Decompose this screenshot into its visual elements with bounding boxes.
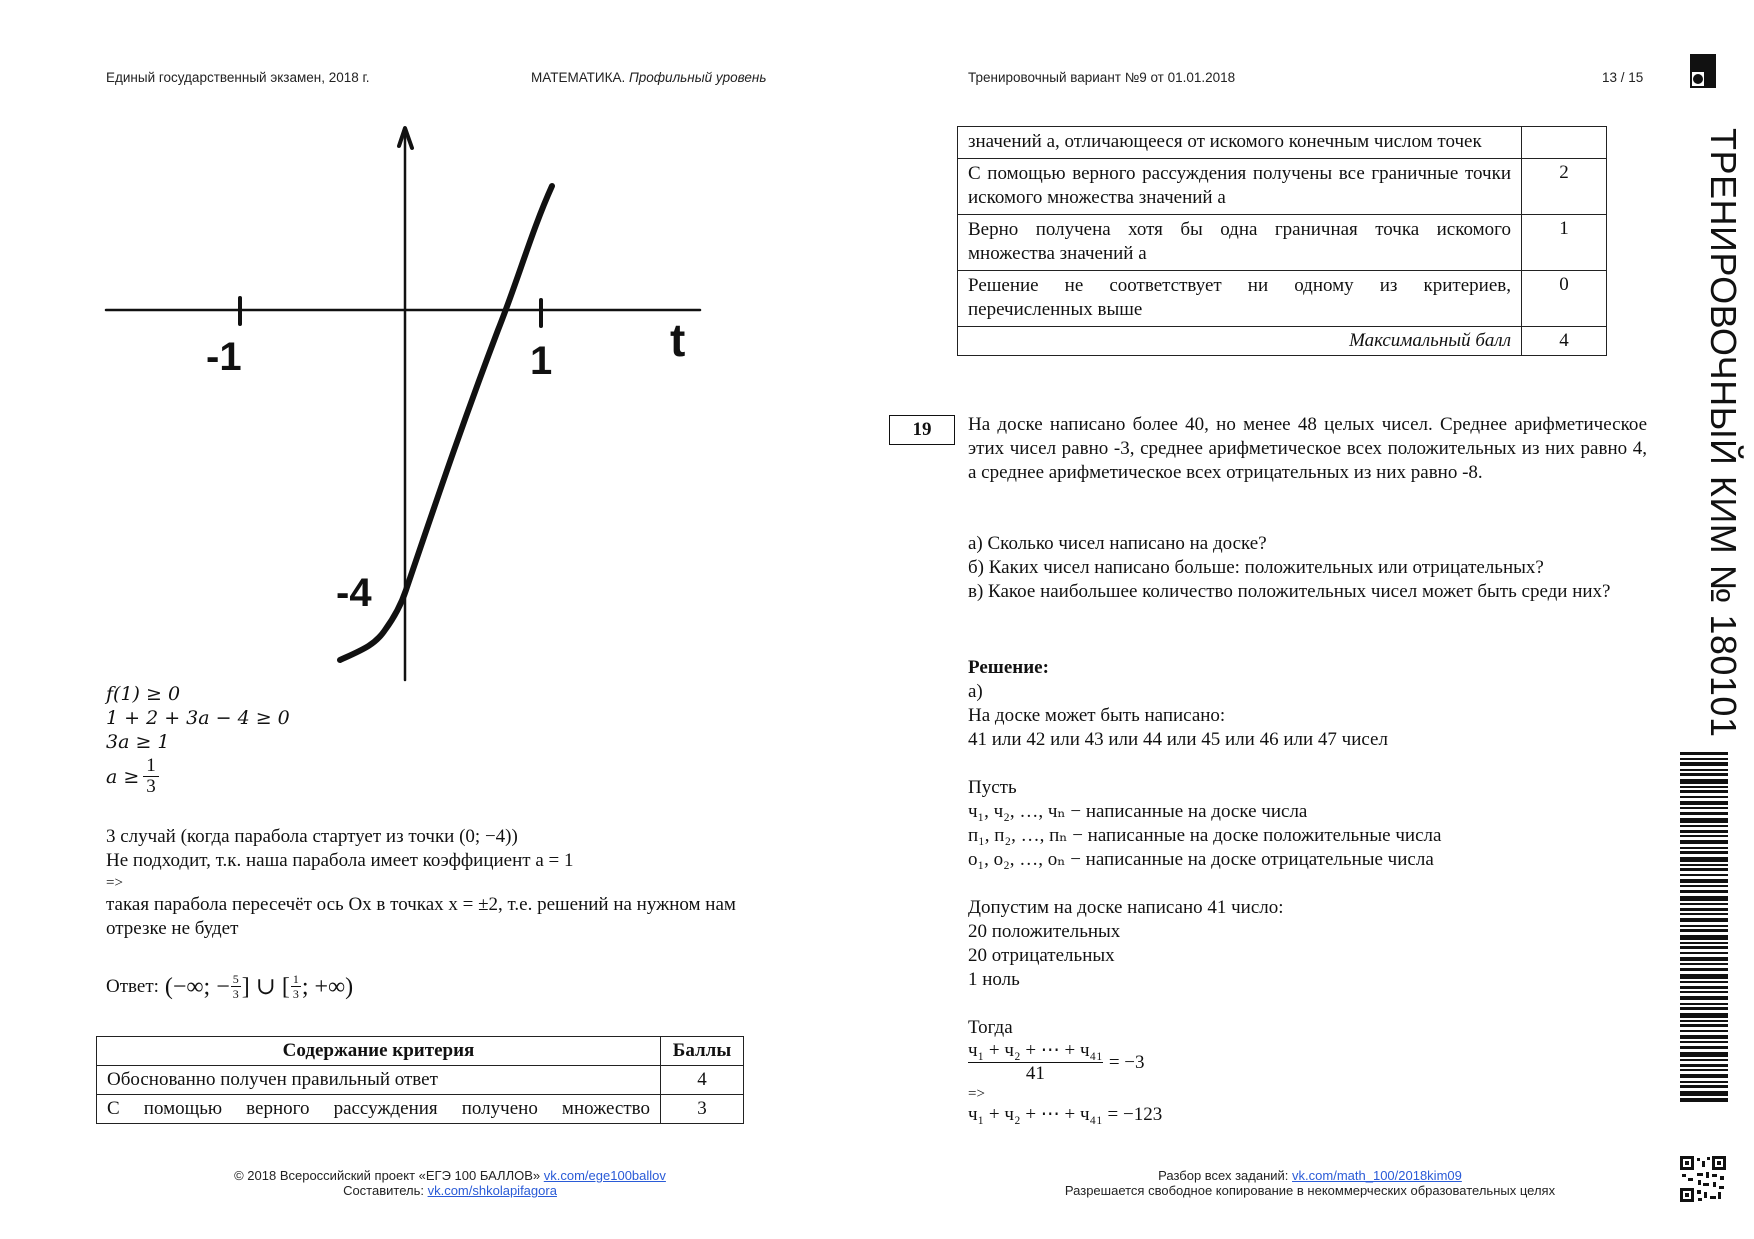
footer-link-project[interactable]: vk.com/ege100ballov bbox=[543, 1168, 666, 1183]
solution-neg20: 20 отрицательных bbox=[968, 945, 1115, 966]
max-score-label: Максимальный балл bbox=[958, 327, 1522, 356]
question-c: в) Какое наибольшее количество положительных чисел может быть среди них? bbox=[968, 581, 1611, 602]
solution-part-a: а) bbox=[968, 681, 983, 702]
answer-line bbox=[106, 972, 353, 1001]
answer-f1-num: 5 bbox=[232, 972, 239, 986]
criterion-text: Решение не соответствует ни одному из критериев, перечисленных выше bbox=[958, 271, 1522, 327]
criterion-points bbox=[1522, 127, 1607, 159]
footer-right bbox=[1000, 1168, 1620, 1198]
frac-num: 1 bbox=[146, 755, 156, 776]
parabola-curve bbox=[340, 186, 552, 660]
header-content: Содержание критерия bbox=[97, 1037, 661, 1066]
header-variant: Тренировочный вариант №9 от 01.01.2018 bbox=[968, 70, 1236, 85]
solution-then: Тогда bbox=[968, 1017, 1013, 1038]
header-points: Баллы bbox=[661, 1037, 744, 1066]
table-row bbox=[958, 159, 1607, 215]
sum-den: 41 bbox=[968, 1062, 1103, 1085]
criterion-points: 3 bbox=[661, 1095, 744, 1124]
answer-frac-1-3 bbox=[291, 972, 301, 1001]
function-graph bbox=[100, 120, 710, 685]
header-subject bbox=[531, 70, 766, 85]
fraction-one-third bbox=[143, 756, 159, 797]
answer-part3: ; +∞) bbox=[301, 973, 354, 1000]
solution-block bbox=[968, 656, 1647, 1127]
table-row bbox=[958, 271, 1607, 327]
answer-part2: ] ∪ [ bbox=[241, 973, 290, 1000]
x-axis-label: t bbox=[670, 314, 686, 366]
case3-line3: такая парабола пересечёт ось Ox в точках x = ±2, т.е. решений на нужном нам отрезке не будет bbox=[106, 894, 736, 939]
inequality-block bbox=[106, 682, 290, 797]
solution-def3: о₁, о₂, …, оₙ − написанные на доске отрицательные числа bbox=[968, 849, 1434, 870]
solution-label: Решение: bbox=[968, 657, 1049, 678]
solution-let: Пусть bbox=[968, 777, 1017, 798]
footer-license: Разрешается свободное копирование в некоммерческих образовательных целях bbox=[1064, 1183, 1556, 1198]
ege-logo-icon bbox=[1690, 54, 1716, 88]
solution-zero: 1 ноль bbox=[968, 969, 1020, 990]
answer-label: Ответ: bbox=[106, 975, 159, 997]
footer-left-line1 bbox=[205, 1168, 695, 1183]
sum-num: ч₁ + ч₂ + ⋯ + ч₄₁ bbox=[968, 1040, 1103, 1061]
sum-fraction-line bbox=[968, 1040, 1647, 1085]
page-number: 13 / 15 bbox=[1602, 70, 1644, 85]
header-exam: Единый государственный экзамен, 2018 г. bbox=[106, 70, 370, 85]
footer-left bbox=[205, 1168, 695, 1198]
criterion-points: 0 bbox=[1522, 271, 1607, 327]
solution-options: 41 или 42 или 43 или 44 или 45 или 46 или 47 чисел bbox=[968, 729, 1388, 750]
footer-author-label: Составитель: bbox=[343, 1183, 424, 1198]
sum-fraction bbox=[968, 1040, 1103, 1085]
criterion-points: 4 bbox=[661, 1066, 744, 1095]
question-b: б) Каких чисел написано больше: положительных или отрицательных? bbox=[968, 557, 1544, 578]
ineq-line-3: 3a ≥ 1 bbox=[106, 731, 170, 753]
answer-f2-den: 3 bbox=[292, 987, 299, 1001]
solution-assume: Допустим на доске написано 41 число: bbox=[968, 897, 1284, 918]
table-row bbox=[958, 127, 1607, 159]
footer-copyright: © 2018 Всероссийский проект «ЕГЭ 100 БАЛЛОВ» bbox=[234, 1168, 541, 1183]
header-subject-level: Профильный уровень bbox=[628, 70, 767, 85]
barcode-icon bbox=[1680, 752, 1728, 1102]
criterion-points: 2 bbox=[1522, 159, 1607, 215]
tick-label-plus1: 1 bbox=[530, 339, 553, 383]
frac-den: 3 bbox=[143, 776, 159, 797]
sum-eq: = −3 bbox=[1108, 1051, 1145, 1073]
solution-may-be: На доске может быть написано: bbox=[968, 705, 1226, 726]
case3-arrow: => bbox=[106, 875, 123, 891]
solution-def2: п₁, п₂, …, пₙ − написанные на доске положительные числа bbox=[968, 825, 1442, 846]
solution-arrow: => bbox=[968, 1086, 985, 1102]
footer-right-line1 bbox=[1000, 1168, 1620, 1183]
footer-analysis-label: Разбор всех заданий: bbox=[1158, 1168, 1289, 1183]
criterion-text: Верно получена хотя бы одна граничная точка искомого множества значений a bbox=[958, 215, 1522, 271]
ineq-line-2: 1 + 2 + 3a − 4 ≥ 0 bbox=[106, 707, 290, 729]
answer-part1: (−∞; − bbox=[164, 973, 230, 1000]
ineq-line-4 bbox=[106, 756, 290, 797]
a-ge: a ≥ bbox=[106, 765, 140, 788]
table-row bbox=[97, 1095, 744, 1124]
solution-def1: ч₁, ч₂, …, чₙ − написанные на доске числа bbox=[968, 801, 1308, 822]
ineq-line-1: f(1) ≥ 0 bbox=[106, 683, 181, 705]
solution-pos20: 20 положительных bbox=[968, 921, 1121, 942]
header-subject-plain: МАТЕМАТИКА. bbox=[531, 70, 626, 85]
y-intercept-label: -4 bbox=[336, 571, 372, 615]
footer-link-analysis[interactable]: vk.com/math_100/2018kim09 bbox=[1292, 1168, 1462, 1183]
criteria-table-left bbox=[96, 1036, 744, 1124]
task-number-box: 19 bbox=[889, 415, 955, 445]
footer-left-line2 bbox=[205, 1183, 695, 1198]
case3-line2: Не подходит, т.к. наша парабола имеет коэффициент a = 1 bbox=[106, 850, 574, 871]
table-row bbox=[958, 215, 1607, 271]
qr-code-icon bbox=[1680, 1156, 1726, 1202]
criterion-text: С помощью верного рассуждения получено множество bbox=[97, 1095, 661, 1124]
answer-frac-5-3 bbox=[231, 972, 241, 1001]
table-row-max bbox=[958, 327, 1607, 356]
task-questions bbox=[968, 532, 1647, 604]
sidebar-title: ТРЕНИРОВОЧНЫЙ КИМ № 180101 bbox=[1703, 128, 1744, 738]
case3-block bbox=[106, 825, 796, 941]
criterion-text: С помощью верного рассуждения получены все граничные точки искомого множества значений a bbox=[958, 159, 1522, 215]
question-a: а) Сколько чисел написано на доске? bbox=[968, 533, 1267, 554]
table-header-row bbox=[97, 1037, 744, 1066]
criterion-points: 1 bbox=[1522, 215, 1607, 271]
task-statement: На доске написано более 40, но менее 48 целых чисел. Среднее арифметическое этих чисел равно -3, среднее арифметическое всех положительных из них равно 4, а среднее арифметическое всех отрицательных из них равно -8. bbox=[968, 414, 1647, 483]
criterion-text: Обоснованно получен правильный ответ bbox=[97, 1066, 661, 1095]
sum-total: ч₁ + ч₂ + ⋯ + ч₄₁ = −123 bbox=[968, 1104, 1163, 1125]
answer-f1-den: 3 bbox=[232, 987, 239, 1001]
tick-label-minus1: -1 bbox=[206, 335, 242, 379]
max-score-value: 4 bbox=[1522, 327, 1607, 356]
table-row bbox=[97, 1066, 744, 1095]
footer-link-author[interactable]: vk.com/shkolapifagora bbox=[427, 1183, 557, 1198]
answer-f2-num: 1 bbox=[292, 972, 299, 986]
criteria-table-right bbox=[957, 126, 1607, 356]
case3-line1: 3 случай (когда парабола стартует из точки (0; −4)) bbox=[106, 826, 518, 847]
criterion-text: значений a, отличающееся от искомого конечным числом точек bbox=[958, 127, 1522, 159]
